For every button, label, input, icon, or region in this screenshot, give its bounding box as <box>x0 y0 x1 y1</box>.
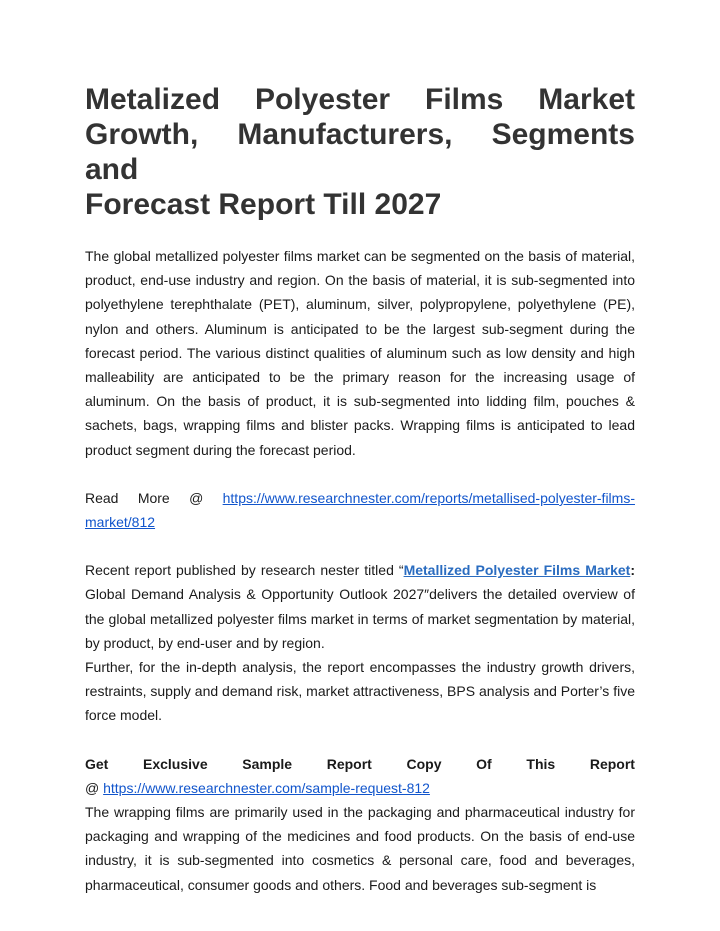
sample-heading-row <box>85 752 635 776</box>
sample-request-link[interactable]: https://www.researchnester.com/sample-request-812 <box>103 779 430 796</box>
report-prefix: Recent report published by research nester titled “ <box>85 562 404 579</box>
title-line-3: Forecast Report Till 2027 <box>85 188 442 221</box>
analysis-paragraph: Further, for the in-depth analysis, the report encompasses the industry growth drivers, restraints, supply and demand risk, market attractiveness, BPS analysis and Porter’s five force model. <box>85 659 635 724</box>
intro-paragraph: The global metallized polyester films market can be segmented on the basis of material, product, end-use industry and region. On the basis of material, it is sub-segmented into polyethylene terephthalate (PET), aluminum, silver, polypropylene, polyethylene (PE), nylon and others. Aluminum is anticipated to be the largest sub-segment during the forecast period. The various distinct qualities of aluminum such as low density and high malleability are anticipated to be the primary reason for the increasing usage of aluminum. On the basis of product, it is sub-segmented into lidding film, pouches & sachets, bags, wrapping films and blister packs. Wrapping films is anticipated to lead product segment during the forecast period. <box>85 248 635 458</box>
more-word: More <box>137 489 170 506</box>
sample-word: Report <box>326 755 372 772</box>
read-more-link[interactable]: https://www.researchnester.com/reports/metallised-polyester-films- <box>222 489 635 506</box>
sample-word: This <box>526 755 556 772</box>
sample-at-symbol: @ <box>85 779 104 796</box>
report-suffix: Global Demand Analysis & Opportunity Outlook 2027″delivers the detailed overview of the global metallized polyester films market in terms of market segmentation by material, by product, by end-user and by region. <box>85 586 635 651</box>
sample-word: Report <box>589 755 635 772</box>
report-paragraph <box>85 558 635 655</box>
sample-word: Sample <box>242 755 293 772</box>
sample-word: Get <box>85 755 109 772</box>
read-more-paragraph <box>85 486 635 534</box>
sample-word: Exclusive <box>143 755 208 772</box>
report-title-link[interactable]: Metallized Polyester Films Market <box>403 562 631 579</box>
title-line-2: Growth, Manufacturers, Segments and <box>85 118 635 186</box>
wrapping-paragraph: The wrapping films are primarily used in the packaging and pharmaceutical industry for packaging and wrapping of the medicines and food products. On the basis of end-use industry, it is sub-segmented into cosmetics & personal care, food and beverages, pharmaceutical, consumer goods and others. Food and beverages sub-segment is <box>85 804 635 893</box>
read-more-link-continued[interactable]: market/812 <box>85 514 156 531</box>
sample-word: Of <box>476 755 492 772</box>
document-page <box>85 82 635 897</box>
read-more-row <box>85 486 635 510</box>
sample-word: Copy <box>406 755 442 772</box>
title-line-1: Metalized Polyester Films Market <box>85 83 635 116</box>
report-colon: : <box>630 562 635 579</box>
sample-paragraph <box>85 752 635 800</box>
at-symbol: @ <box>189 489 204 506</box>
document-title <box>85 82 635 222</box>
read-word: Read <box>85 489 119 506</box>
